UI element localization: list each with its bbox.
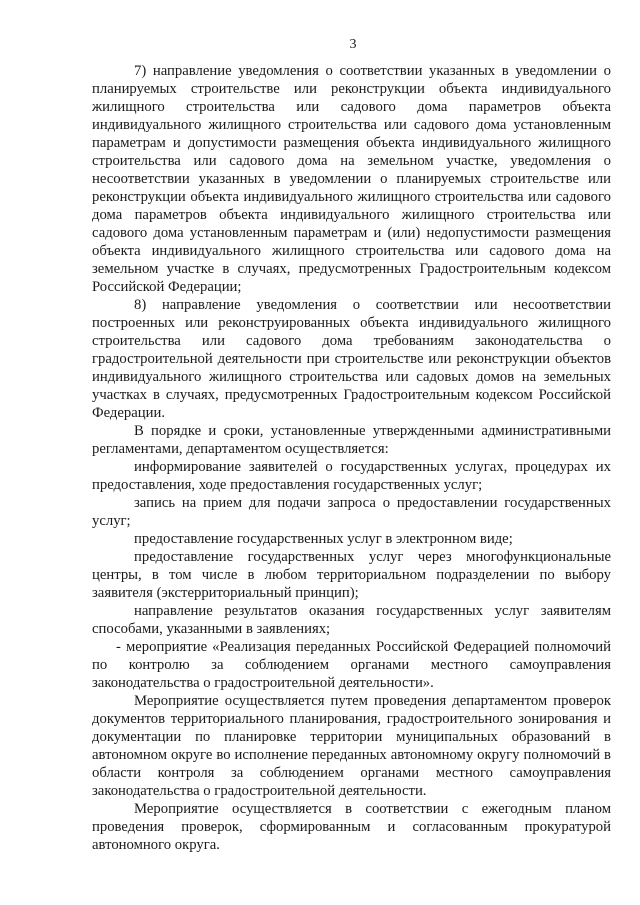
paragraph-measure-plan: Мероприятие осуществляется в соответствии с ежегодным планом проведения проверок, сформированным и согласованным прокуратурой автономного округа. (92, 801, 611, 853)
document-body (92, 62, 611, 854)
paragraph-mfc-services: предоставление государственных услуг через многофункциональные центры, в том числе в любом территориальном подразделении по выбору заявителя (экстерриториальный принцип); (92, 549, 611, 601)
paragraph-appointment: запись на прием для подачи запроса о предоставлении государственных услуг; (92, 495, 611, 529)
paragraph-item-8: 8) направление уведомления о соответствии или несоответствии построенных или реконструированных объекта индивидуального жилищного строительства или садового дома требованиям законодательства о градостроительной деятельности при строительстве или реконструкции объектов индивидуального жилищного строительства или садовых домов на земельных участках в случаях, предусмотренных Градостроительным кодексом Российской Федерации. (92, 297, 611, 421)
paragraph-measure-control: - мероприятие «Реализация переданных Российской Федерацией полномочий по контролю за соблюдением органами местного самоуправления законодательства о градостроительной деятельности». (92, 639, 611, 691)
paragraph-electronic-services: предоставление государственных услуг в электронном виде; (134, 531, 513, 547)
paragraph-procedures-intro: В порядке и сроки, установленные утвержденными административными регламентами, департаментом осуществляется: (92, 423, 611, 457)
page-number: 3 (349, 37, 357, 52)
paragraph-results-delivery: направление результатов оказания государственных услуг заявителям способами, указанными в заявлениях; (92, 603, 611, 637)
paragraph-informing: информирование заявителей о государственных услугах, процедурах их предоставления, ходе предоставления государственных услуг; (92, 459, 611, 493)
paragraph-item-7: 7) направление уведомления о соответствии указанных в уведомлении о планируемых строительстве или реконструкции объекта индивидуального жилищного строительства или садового дома параметров объекта индивидуального жилищного строительства или садового дома установленным параметрам и допустимости размещения объекта индивидуального жилищного строительства или садового дома на земельном участке, уведомления о несоответствии указанных в уведомлении о планируемых строительстве или реконструкции объекта индивидуального жилищного строительства или садового дома параметров объекта индивидуального жилищного строительства или садового дома установленным параметрам и (или) недопустимости размещения объекта индивидуального жилищного строительства или садового дома на земельном участке в случаях, предусмотренных Градостроительным кодексом Российской Федерации; (92, 63, 611, 295)
paragraph-measure-inspections: Мероприятие осуществляется путем проведения департаментом проверок документов территориального планирования, градостроительного зонирования и документации по планировке территории муниципальных образований в автономном округе во исполнение переданных автономному округу полномочий в области контроля за соблюдением органами местного самоуправления законодательства о градостроительной деятельности. (92, 693, 611, 799)
